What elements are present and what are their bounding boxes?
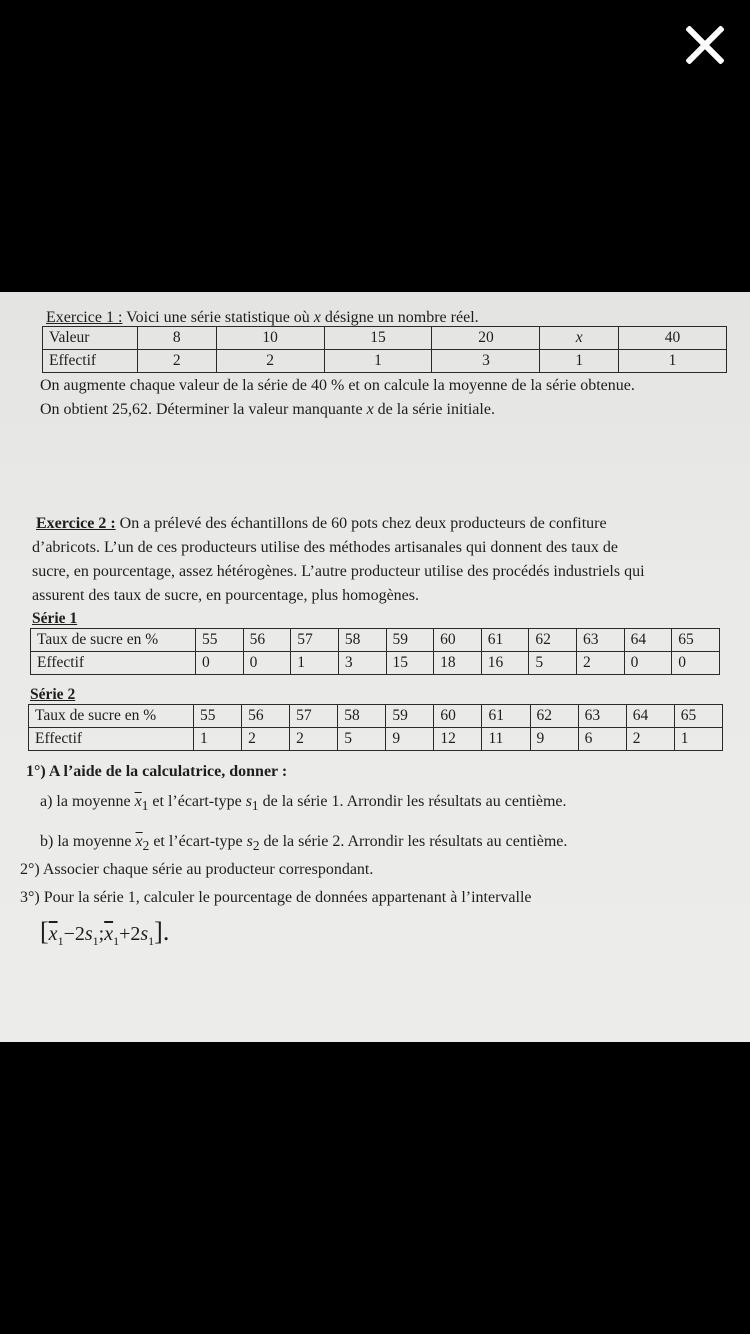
serie2-cell: 2 <box>242 728 290 751</box>
serie2-row-taux <box>29 705 723 728</box>
document-photo <box>0 292 750 1042</box>
serie2-cell: 60 <box>434 705 482 728</box>
serie1-cell: 55 <box>196 629 244 652</box>
ex1-row-effectif <box>43 350 727 373</box>
serie2-row-effectif <box>29 728 723 751</box>
ex1-cell: 2 <box>138 350 217 373</box>
serie2-cell: 9 <box>386 728 434 751</box>
interval-minus: −2 <box>63 923 85 945</box>
q1b-b: et l’écart-type <box>153 833 243 850</box>
interval <box>40 916 169 948</box>
serie1-cell: 61 <box>481 629 529 652</box>
close-icon[interactable] <box>682 22 728 68</box>
ex2-p1-text: On a prélevé des échantillons de 60 pots chez deux producteurs de confiture <box>119 515 607 532</box>
serie2-cell: 61 <box>482 705 530 728</box>
serie1-cell: 0 <box>196 652 244 675</box>
ex1-line2-a: On obtient 25,62. Déterminer la valeur manquante <box>40 401 363 418</box>
serie1-cell: 0 <box>624 652 672 675</box>
ex1-cell: 2 <box>216 350 324 373</box>
serie1-cell: 2 <box>577 652 625 675</box>
serie1-cell: 64 <box>624 629 672 652</box>
serie2-cell: 2 <box>626 728 674 751</box>
interval-s2: s <box>140 923 149 945</box>
q1b-c: de la série 2. Arrondir les résultats au centième. <box>263 833 568 850</box>
interval-sub3: 1 <box>113 934 120 948</box>
ex1-cell: 10 <box>216 327 324 350</box>
serie1-cell: 56 <box>243 629 291 652</box>
ex2-p4: assurent des taux de sucre, en pourcentage, plus homogènes. <box>32 587 419 604</box>
ex1-row-valeur <box>43 327 727 350</box>
q1a-sub: 1 <box>141 798 149 814</box>
interval-sep: ; <box>98 923 105 945</box>
ex1-cell: 3 <box>432 350 540 373</box>
interval-x2: $\overline{x}$ <box>104 923 114 945</box>
interval-open: [ <box>40 917 49 946</box>
serie1-row2-label: Effectif <box>31 652 196 675</box>
serie2-cell: 11 <box>482 728 530 751</box>
serie1-row1-label: Taux de sucre en % <box>31 629 196 652</box>
ex1-cell: 40 <box>619 327 727 350</box>
serie2-cell: 1 <box>674 728 722 751</box>
serie2-cell: 6 <box>578 728 626 751</box>
ex1-intro: Voici une série statistique où <box>126 309 310 326</box>
ex2-p1 <box>36 514 607 533</box>
interval-sub1: 1 <box>57 934 64 948</box>
q1a-a: a) la moyenne <box>40 793 131 810</box>
ex1-table <box>42 326 727 373</box>
q2: 2°) Associer chaque série au producteur correspondant. <box>20 861 374 878</box>
ex2-title: Exercice 2 : <box>36 515 116 532</box>
ex1-row2-label: Effectif <box>43 350 138 373</box>
serie1-cell: 57 <box>291 629 339 652</box>
serie2-cell: 62 <box>530 705 578 728</box>
interval-sub2: 1 <box>92 934 99 948</box>
ex1-cell: 20 <box>432 327 540 350</box>
q1a-s: s <box>245 793 252 810</box>
interval-sub4: 1 <box>148 934 155 948</box>
ex1-intro-end: désigne un nombre réel. <box>324 309 479 326</box>
q1: 1°) A l’aide de la calculatrice, donner : <box>26 763 288 780</box>
serie1-cell: 18 <box>434 652 482 675</box>
q1a-c: de la série 1. Arrondir les résultats au centième. <box>262 793 567 810</box>
ex1-header <box>46 308 479 327</box>
q1b-mean: $\overline{x}$ <box>135 833 143 850</box>
ex2-p3: sucre, en pourcentage, assez hétérogènes. L’autre producteur utilise des procédés industriels qui <box>32 563 645 580</box>
ex1-var-x: x <box>313 309 321 326</box>
q1a <box>40 792 566 814</box>
serie1-cell: 60 <box>434 629 482 652</box>
serie2-cell: 1 <box>194 728 242 751</box>
interval-x: $\overline{x}$ <box>48 923 58 945</box>
serie2-cell: 2 <box>290 728 338 751</box>
serie1-row-taux <box>31 629 720 652</box>
serie2-cell: 65 <box>674 705 722 728</box>
ex1-cell: 15 <box>324 327 432 350</box>
serie1-cell: 63 <box>577 629 625 652</box>
serie2-cell: 5 <box>338 728 386 751</box>
ex1-line2-b: de la série initiale. <box>377 401 495 418</box>
serie1-cell: 65 <box>672 629 720 652</box>
serie1-cell: 3 <box>338 652 386 675</box>
serie2-cell: 59 <box>386 705 434 728</box>
serie2-table <box>28 704 723 751</box>
serie1-cell: 16 <box>481 652 529 675</box>
interval-close: ]. <box>154 917 170 946</box>
serie1-cell: 0 <box>243 652 291 675</box>
serie2-cell: 9 <box>530 728 578 751</box>
serie2-row1-label: Taux de sucre en % <box>29 705 194 728</box>
ex1-cell: x <box>540 327 619 350</box>
serie2-cell: 12 <box>434 728 482 751</box>
ex2-p2: d’abricots. L’un de ces producteurs utilise des méthodes artisanales qui donnent des taux de <box>32 539 618 556</box>
interval-plus: +2 <box>119 923 141 945</box>
serie1-cell: 62 <box>529 629 577 652</box>
serie2-cell: 56 <box>242 705 290 728</box>
q1b-ssub: 2 <box>252 838 260 854</box>
serie1-cell: 15 <box>386 652 434 675</box>
ex1-cell: 1 <box>324 350 432 373</box>
serie1-cell: 0 <box>672 652 720 675</box>
q1b-a: b) la moyenne <box>40 833 132 850</box>
serie2-cell: 64 <box>626 705 674 728</box>
serie2-row2-label: Effectif <box>29 728 194 751</box>
serie2-cell: 57 <box>290 705 338 728</box>
ex1-row1-label: Valeur <box>43 327 138 350</box>
q1a-mean: $\overline{x}$ <box>134 793 142 810</box>
q3: 3°) Pour la série 1, calculer le pourcentage de données appartenant à l’intervalle <box>20 889 532 906</box>
ex1-line2 <box>40 400 495 419</box>
q1a-ssub: 1 <box>251 798 259 814</box>
serie1-table <box>30 628 720 675</box>
serie2-cell: 63 <box>578 705 626 728</box>
ex1-title: Exercice 1 : <box>46 309 123 326</box>
ex1-cell: 8 <box>138 327 217 350</box>
ex1-cell: 1 <box>540 350 619 373</box>
ex1-line1: On augmente chaque valeur de la série de 40 % et on calcule la moyenne de la série obtenue. <box>40 377 635 394</box>
serie1-cell: 58 <box>338 629 386 652</box>
q1a-b: et l’écart-type <box>152 793 242 810</box>
q1b-sub: 2 <box>142 838 150 854</box>
q1b <box>40 832 567 854</box>
serie1-cell: 5 <box>529 652 577 675</box>
ex1-cell: 1 <box>619 350 727 373</box>
serie1-title: Série 1 <box>32 610 78 627</box>
serie2-title: Série 2 <box>30 686 76 703</box>
serie1-row-effectif <box>31 652 720 675</box>
ex1-line2-var: x <box>366 401 374 418</box>
serie1-cell: 59 <box>386 629 434 652</box>
interval-s: s <box>84 923 93 945</box>
serie1-cell: 1 <box>291 652 339 675</box>
q1b-s: s <box>246 833 253 850</box>
serie2-cell: 58 <box>338 705 386 728</box>
serie2-cell: 55 <box>194 705 242 728</box>
